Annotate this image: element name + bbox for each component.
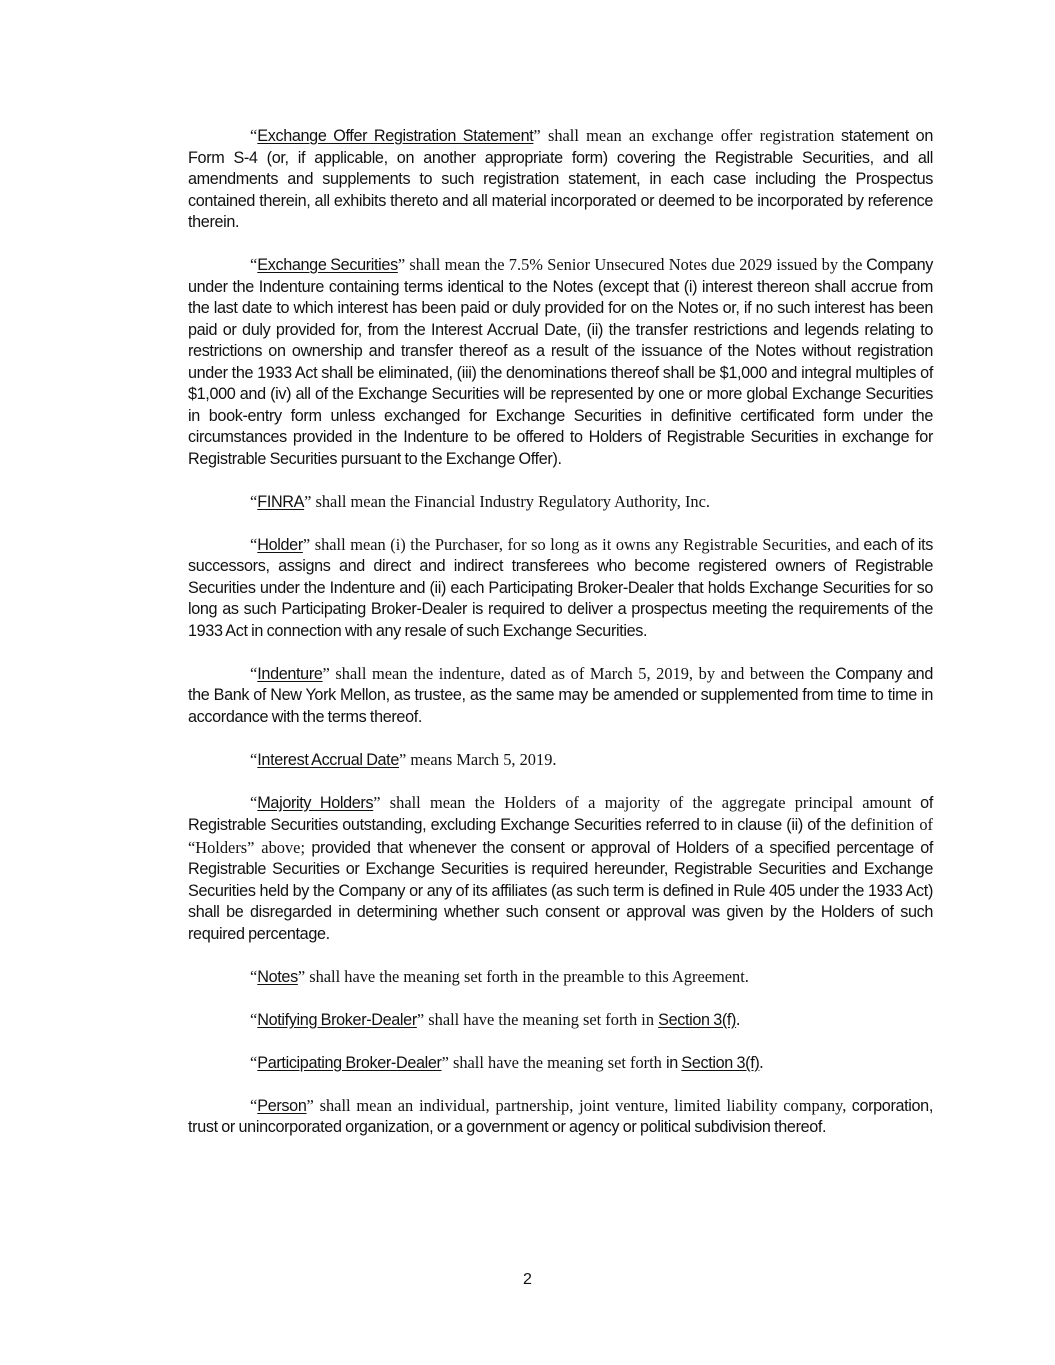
close-quote: ” — [399, 749, 407, 769]
section-reference-link[interactable]: Section 3(f) — [681, 1053, 760, 1072]
definition-notes — [188, 966, 933, 989]
section-reference-link[interactable]: Section 3(f) — [658, 1010, 737, 1029]
period: . — [736, 1009, 741, 1029]
definition-text-serif-2: definition of “Holders” above; — [188, 815, 933, 857]
page-number: 2 — [523, 1271, 532, 1288]
open-quote: “ — [250, 126, 258, 145]
open-quote: “ — [250, 792, 258, 812]
definition-interest-accrual-date — [188, 749, 933, 772]
definition-text: in — [665, 1053, 682, 1072]
definition-text-serif: shall mean an exchange offer registration — [540, 126, 835, 145]
definition-exchange-securities — [188, 254, 933, 470]
open-quote: “ — [250, 749, 258, 769]
definition-text-serif: shall have the meaning set forth in — [424, 1009, 659, 1029]
open-quote: “ — [250, 663, 258, 683]
definition-text: Company and the Bank of New York Mellon, as trustee, as the same may be amended or supplemented from time to time in accordance with the terms thereof. — [188, 664, 933, 726]
open-quote: “ — [250, 966, 258, 986]
definition-text: Company under the Indenture containing terms identical to the Notes (except that (i) interest thereon shall accrue from the last date to which interest has been paid or duly provided for on the Notes or, if no such interest has been paid or duly provided for, from the Interest Accrual Date, (ii) the transfer restrictions and legends relating to restrictions on ownership and transfer thereof as a result of the issuance of the Notes without registration under the 1933 Act shall be eliminated, (iii) the denominations thereof shall be $1,000 and integral multiples of $1,000 and (iv) all of the Exchange Securities will be represented by one or more global Exchange Securities in book-entry form unless exchanged for Exchange Securities in definitive certificated form under the circumstances provided in the Indenture to be offered to Holders of Registrable Securities in exchange for Registrable Securities pursuant to the Exchange Offer). — [188, 256, 933, 468]
definition-text-serif: shall mean the Holders of a majority of the aggregate principal amount — [380, 792, 912, 812]
definition-text-serif: shall have the meaning set forth in the preamble to this Agreement. — [305, 966, 749, 986]
close-quote: ” — [397, 255, 406, 274]
close-quote: ” — [441, 1052, 449, 1072]
definition-text: of Registrable Securities outstanding, excluding Exchange Securities referred to in clause (ii) of the — [188, 793, 933, 834]
defined-term: Participating Broker-Dealer — [257, 1053, 442, 1072]
close-quote: ” — [306, 1095, 314, 1115]
definition-text: corporation, trust or unincorporated organization, or a government or agency or political subdivision thereof. — [188, 1096, 933, 1136]
defined-term: Notes — [257, 967, 298, 986]
close-quote: ” — [297, 966, 306, 986]
defined-term: Interest Accrual Date — [257, 750, 399, 769]
defined-term: FINRA — [257, 492, 305, 511]
defined-term: Notifying Broker-Dealer — [257, 1010, 417, 1029]
close-quote: ” — [416, 1009, 425, 1029]
defined-term: Person — [257, 1096, 307, 1115]
open-quote: “ — [250, 255, 258, 274]
definition-person — [188, 1095, 933, 1139]
definition-text-serif: shall have the meaning set forth — [448, 1052, 666, 1072]
open-quote: “ — [250, 1009, 258, 1029]
close-quote: ” — [373, 792, 381, 812]
definition-text-serif: shall mean the 7.5% Senior Unsecured Notes due 2029 issued by the — [405, 255, 863, 274]
definition-majority-holders — [188, 792, 933, 946]
defined-term: Exchange Offer Registration Statement — [257, 127, 534, 145]
definition-text-serif: shall mean an individual, partnership, joint venture, limited liability company, — [313, 1095, 847, 1115]
definition-text-2: provided that whenever the consent or approval of Holders of a specified percentage of Registrable Securities or Exchange Securities is required hereunder, Registrable Securities and Exchange Securities held by the Company or any of its affiliates (as such term is defined in Rule 405 under the 1933 Act) shall be disregarded in determining whether such consent or approval was given by the Holders of such required percentage. — [188, 838, 933, 943]
defined-term: Exchange Securities — [257, 256, 398, 274]
definition-text-serif: means March 5, 2019. — [406, 749, 557, 769]
open-quote: “ — [250, 534, 258, 554]
definition-text: statement on Form S-4 (or, if applicable, on another appropriate form) covering the Registrable Securities, and all amendments and supplements to such registration statement, in each case including the Prospectus contained therein, all exhibits thereto and all material incorporated or deemed to be incorporated by reference therein. — [188, 127, 933, 231]
close-quote: ” — [302, 534, 311, 554]
definition-text-serif: shall mean (i) the Purchaser, for so long as it owns any Registrable Securities, and — [310, 534, 860, 554]
definition-notifying-broker-dealer — [188, 1009, 933, 1032]
close-quote: ” — [322, 663, 330, 683]
defined-term: Indenture — [257, 664, 323, 683]
definition-text-serif: shall mean the indenture, dated as of March 5, 2019, by and between the — [329, 663, 831, 683]
definition-text-serif: shall mean the Financial Industry Regulatory Authority, Inc. — [311, 491, 710, 511]
period: . — [759, 1052, 764, 1072]
open-quote: “ — [250, 491, 258, 511]
definition-holder — [188, 534, 933, 643]
close-quote: ” — [533, 126, 541, 145]
definition-text: each of its successors, assigns and direct and indirect transferees who become registered owners of Registrable Securities under the Indenture and (ii) each Participating Broker-Dealer that holds Exchange Securities for so long as such Participating Broker-Dealer is required to deliver a prospectus meeting the requirements of the 1933 Act in connection with any resale of such Exchange Securities. — [188, 535, 933, 640]
definition-participating-broker-dealer — [188, 1052, 933, 1075]
defined-term: Holder — [257, 535, 303, 554]
definition-indenture — [188, 663, 933, 729]
defined-term: Majority Holders — [257, 793, 374, 812]
document-page — [188, 125, 933, 1159]
definition-exchange-offer-registration-statement — [188, 125, 933, 234]
open-quote: “ — [250, 1052, 258, 1072]
open-quote: “ — [250, 1095, 258, 1115]
definition-finra — [188, 491, 933, 514]
close-quote: ” — [304, 491, 312, 511]
